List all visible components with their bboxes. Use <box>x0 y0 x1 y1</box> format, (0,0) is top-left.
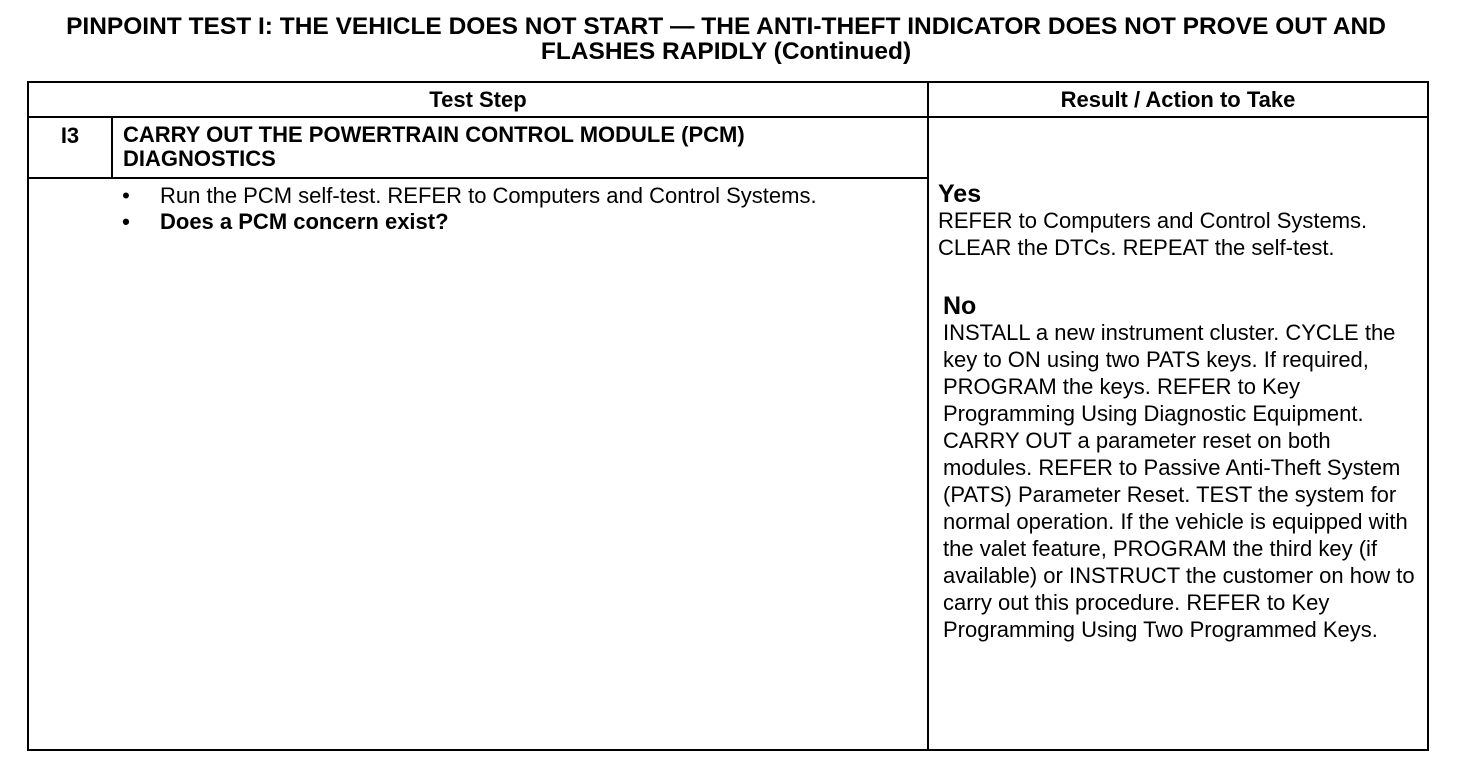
step-id-divider <box>111 118 113 177</box>
header-test-step: Test Step <box>429 87 527 112</box>
header-divider <box>29 116 1427 118</box>
step-id: I3 <box>60 123 80 148</box>
bullet-icon: • <box>122 183 130 208</box>
yes-action-text: REFER to Computers and Control Systems. CLEAR the DTCs. REPEAT the self-test. <box>938 208 1368 260</box>
header-result: Result / Action to Take <box>1060 87 1296 112</box>
result-no <box>943 293 1423 643</box>
list-item <box>121 210 911 234</box>
page-title: PINPOINT TEST I: THE VEHICLE DOES NOT START — THE ANTI-THEFT INDICATOR DOES NOT PROVE OUT AND FLASHES RAPIDLY (Continued) <box>66 13 1386 65</box>
bullet-question: Does a PCM concern exist? <box>160 209 449 234</box>
step-title-divider <box>29 177 927 179</box>
no-label: No <box>943 292 977 320</box>
step-bullet-list <box>121 184 911 236</box>
no-action-text: INSTALL a new instrument cluster. CYCLE the key to ON using two PATS keys. If required, PROGRAM the keys. REFER to Key Programming Using Diagnostic Equipment. CARRY OUT a parameter reset on both modules. REFER to Passive Anti-Theft System (PATS) Parameter Reset. TEST the system for normal operation. If the vehicle is equipped with the valet feature, PROGRAM the third key (if available) or INSTRUCT the customer on how to carry out this procedure. REFER to Key Programming Using Two Programmed Keys. <box>943 320 1415 642</box>
result-yes <box>938 181 1430 261</box>
bullet-text: Run the PCM self-test. REFER to Computers and Control Systems. <box>160 183 817 208</box>
column-divider <box>927 83 929 749</box>
step-title: CARRY OUT THE POWERTRAIN CONTROL MODULE (PCM) DIAGNOSTICS <box>123 122 745 171</box>
yes-label: Yes <box>938 180 982 208</box>
pinpoint-test-table <box>27 81 1429 751</box>
list-item <box>121 184 911 208</box>
bullet-icon: • <box>122 209 130 234</box>
